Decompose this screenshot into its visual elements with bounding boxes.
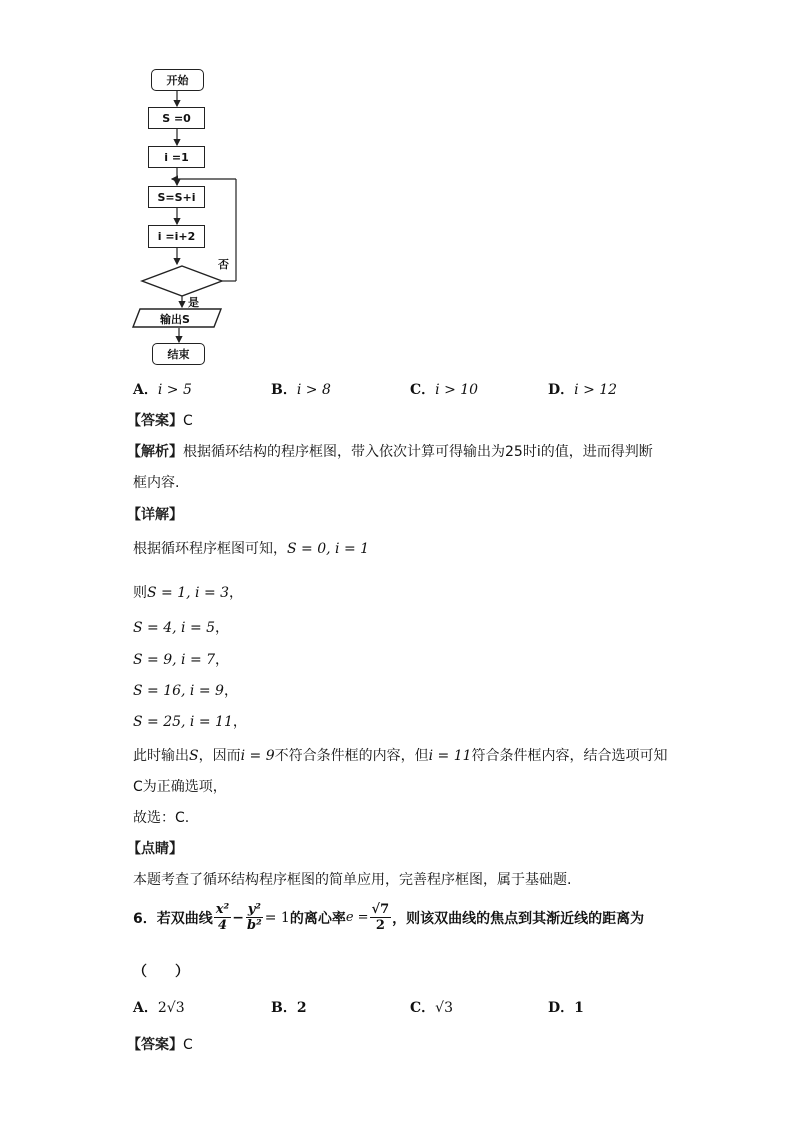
option-expr: 1 (574, 1000, 584, 1016)
flowchart-s-init: S =0 (148, 107, 205, 129)
fraction-denominator: 4 (217, 918, 227, 933)
step-suffix: ， (215, 652, 230, 668)
q5-choose: 故选：C. (133, 810, 190, 826)
q5-analysis-line2: 框内容. (133, 475, 180, 491)
fraction-sqrt7-over-2 (370, 902, 392, 933)
question-text: 的离心率 (289, 910, 346, 927)
detail-intro-text: 根据循环程序框图可知， (133, 541, 287, 557)
equals-one: = 1 (264, 909, 290, 926)
step-expr: S = 16, i = 9 (133, 683, 224, 699)
q6-question (133, 902, 644, 933)
fraction-x2-over-4 (214, 902, 231, 933)
flowchart-i-update: i =i+2 (148, 225, 205, 248)
analysis-tag: 【解析】 (127, 444, 183, 460)
step-suffix: ， (229, 585, 244, 601)
answer-tag: 【答案】 (127, 1037, 183, 1053)
step-expr: S = 4, i = 5 (133, 620, 216, 636)
option-letter: C． (410, 382, 436, 398)
option-letter: C． (410, 1000, 436, 1016)
step-expr: S = 25, i = 11 (133, 714, 233, 730)
q5-comment-tag: 【点睛】 (127, 841, 183, 857)
question-text: ，则该双曲线的焦点到其渐近线的距离为 (392, 910, 645, 927)
option-letter: B． (271, 1000, 297, 1016)
fraction-denominator: b² (246, 918, 262, 933)
option-letter: A． (133, 382, 158, 398)
q5-option-a[interactable] (133, 379, 192, 399)
q5-analysis-line1 (127, 441, 653, 461)
option-letter: B． (271, 382, 297, 398)
option-expr: √3 (435, 1000, 453, 1016)
option-letter: D． (548, 1000, 575, 1016)
q5-conclusion-line1 (133, 745, 668, 765)
fraction-numerator: x² (215, 902, 230, 917)
fraction-denominator: 2 (375, 918, 385, 933)
flowchart-start: 开始 (151, 69, 204, 91)
step-suffix: ， (232, 714, 247, 730)
q6-option-b[interactable] (271, 997, 307, 1017)
condition-diamond (142, 266, 222, 296)
q5-step-5 (133, 711, 247, 731)
conclusion-i9: i = 9 (240, 748, 275, 764)
conclusion-text: 不符合条件框的内容，但 (274, 748, 429, 764)
q5-step-4 (133, 680, 238, 700)
flowchart-yes-label: 是 (188, 296, 199, 309)
option-expr: i > 5 (157, 382, 192, 398)
option-letter: D． (548, 382, 575, 398)
step-expr: S = 1, i = 3 (147, 585, 230, 601)
q6-answer (127, 1034, 193, 1054)
answer-value: C (183, 1037, 193, 1053)
analysis-text: 根据循环结构的程序框图，带入依次计算可得输出为25时i的值，进而得判断 (183, 444, 653, 460)
q5-detail-intro (133, 538, 369, 558)
flowchart-no-label: 否 (218, 258, 229, 271)
q6-paren: （ ） (133, 964, 189, 980)
flowchart-lines (0, 0, 794, 380)
conclusion-i11: i = 11 (428, 748, 472, 764)
q5-conclusion-line2: C为正确选项， (133, 779, 227, 795)
conclusion-s: S (189, 748, 199, 764)
detail-init-expr: S = 0, i = 1 (287, 541, 370, 557)
fraction-y2-over-b2 (245, 902, 264, 933)
q6-option-c[interactable] (410, 997, 453, 1017)
q5-option-b[interactable] (271, 379, 331, 399)
conclusion-text: 符合条件框内容，结合选项可知 (471, 748, 668, 764)
q5-step-1 (133, 582, 243, 602)
q5-comment: 本题考查了循环结构程序框图的简单应用，完善程序框图，属于基础题. (133, 872, 572, 888)
q5-answer (127, 410, 193, 430)
conclusion-text: 此时输出 (133, 748, 189, 764)
option-expr: i > 12 (574, 382, 618, 398)
answer-value: C (183, 413, 193, 429)
step-suffix: ， (223, 683, 238, 699)
question-text: 若双曲线 (156, 910, 213, 927)
question-number: 6． (133, 910, 157, 927)
q5-step-2 (133, 617, 229, 637)
option-expr: i > 8 (296, 382, 331, 398)
option-expr: 2 (296, 1000, 307, 1016)
fraction-numerator: √7 (371, 902, 390, 917)
q5-step-3 (133, 649, 229, 669)
q5-detail-tag: 【详解】 (127, 507, 183, 523)
minus-sign: − (232, 909, 244, 926)
step-expr: S = 9, i = 7 (133, 652, 216, 668)
conclusion-text: ，因而 (198, 748, 241, 764)
e-symbol: e = (345, 910, 369, 925)
flowchart-output: 输出S (160, 313, 190, 326)
option-expr: i > 10 (435, 382, 479, 398)
answer-tag: 【答案】 (127, 413, 183, 429)
fraction-numerator: y² (247, 902, 261, 917)
option-expr: 2√3 (157, 1000, 185, 1016)
q5-option-c[interactable] (410, 379, 478, 399)
flowchart-i-init: i =1 (148, 146, 205, 168)
flowchart-end: 结束 (152, 343, 205, 365)
step-suffix: ， (215, 620, 230, 636)
q5-option-d[interactable] (548, 379, 617, 399)
step-prefix: 则 (133, 585, 147, 601)
option-letter: A． (133, 1000, 158, 1016)
q6-option-d[interactable] (548, 997, 584, 1017)
flowchart-s-update: S=S+i (148, 186, 205, 208)
q6-option-a[interactable] (133, 997, 185, 1017)
